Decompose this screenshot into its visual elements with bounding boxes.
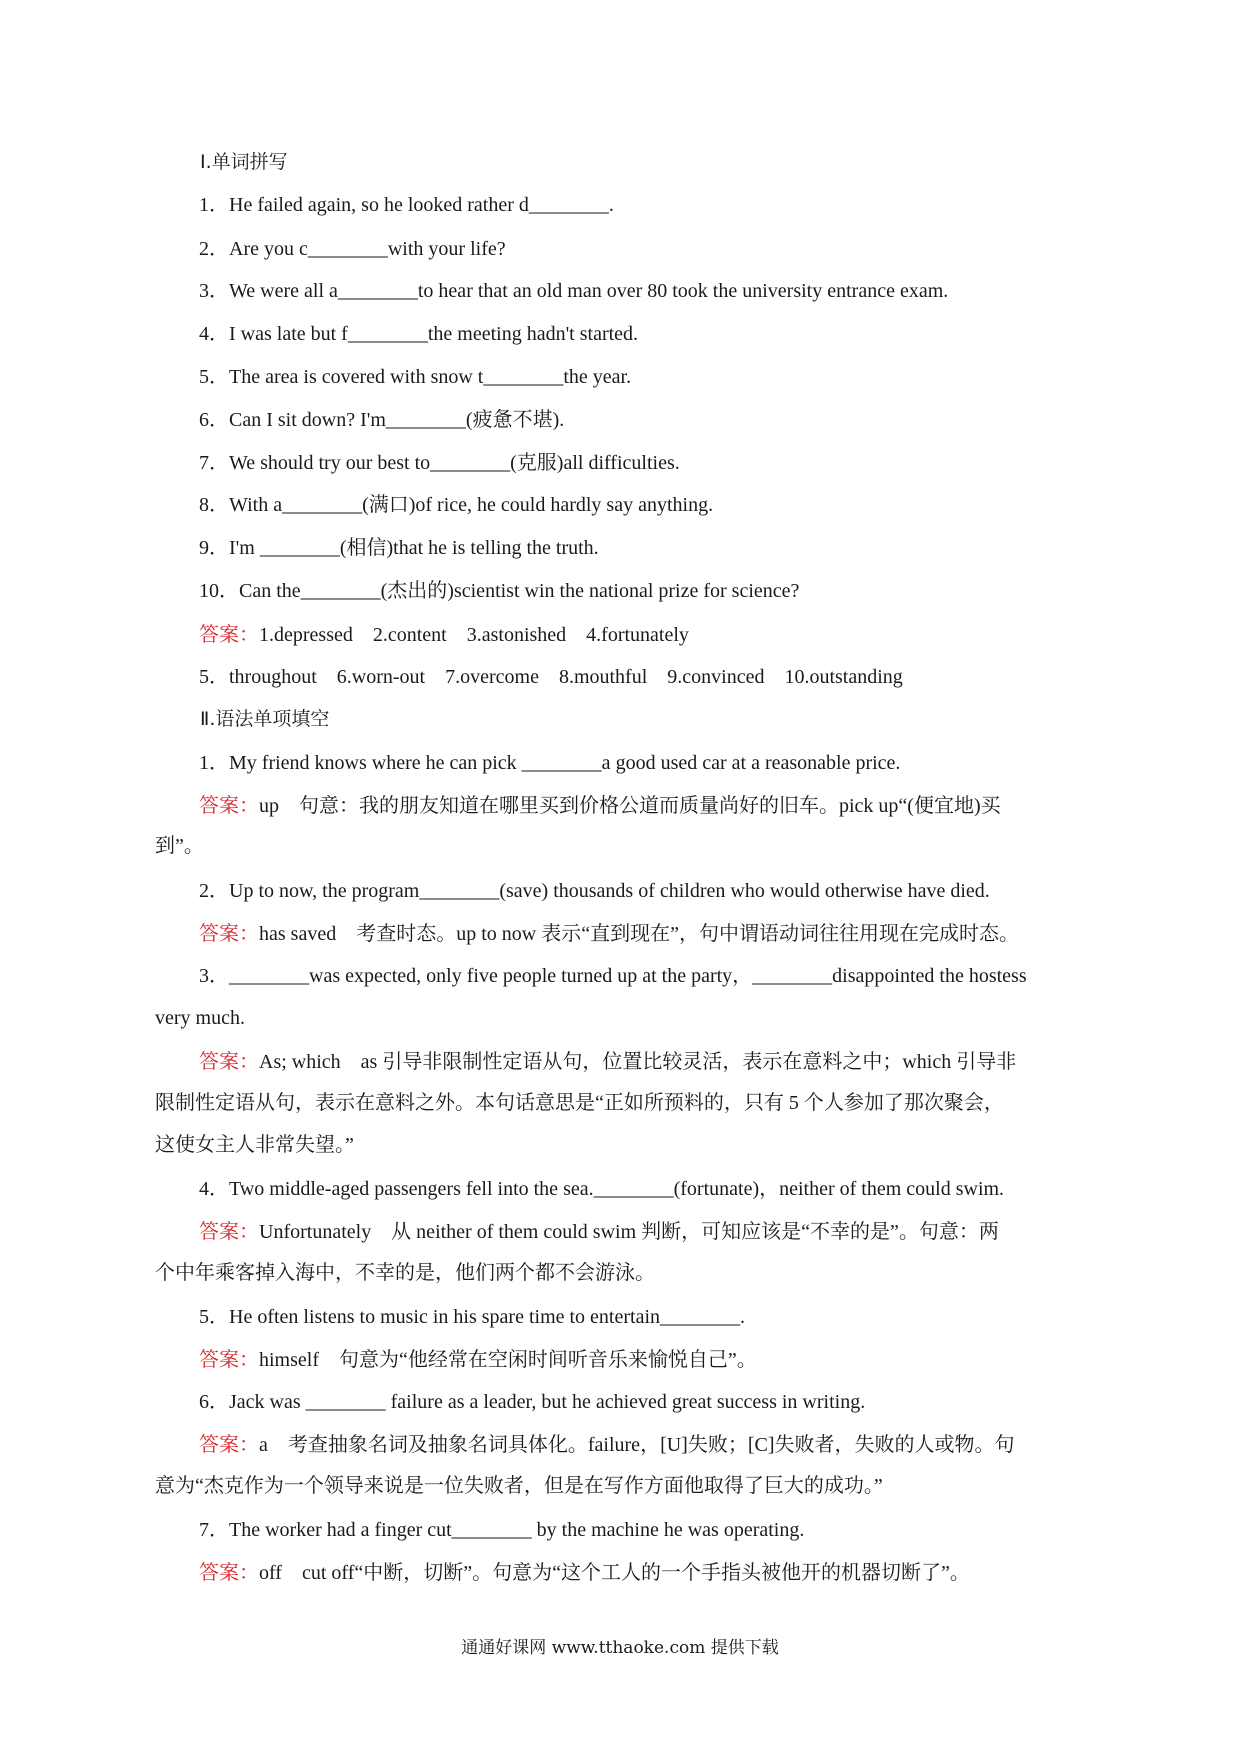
grammar-question-3: 3．________was expected, only five people turned up at the party，________disappointed the hostess bbox=[199, 965, 1027, 987]
question-8: 8．With a________(满口)of rice, he could hardly say anything. bbox=[199, 494, 714, 516]
grammar-answer-4-cont: 个中年乘客掉入海中，不幸的是，他们两个都不会游泳。 bbox=[155, 1262, 655, 1284]
answers-text: 1.depressed 2.content 3.astonished 4.fortunately bbox=[259, 624, 689, 646]
grammar-question-5: 5．He often listens to music in his spare time to entertain________. bbox=[199, 1306, 746, 1328]
answers-line-2: 5．throughout 6.worn-out 7.overcome 8.mouthful 9.convinced 10.outstanding bbox=[199, 666, 903, 688]
question-3: 3．We were all a________to hear that an old man over 80 took the university entrance exam. bbox=[199, 280, 949, 302]
grammar-question-6: 6．Jack was ________ failure as a leader, but he achieved great success in writing. bbox=[199, 1391, 866, 1413]
grammar-question-7: 7．The worker had a finger cut________ by the machine he was operating. bbox=[199, 1519, 805, 1541]
grammar-answer-7 bbox=[199, 1558, 970, 1587]
answers-line-1 bbox=[199, 620, 689, 649]
answer-label: 答案： bbox=[199, 1560, 259, 1584]
grammar-answer-2 bbox=[199, 919, 1019, 948]
grammar-answer-1-cont: 到”。 bbox=[155, 835, 204, 857]
section-2-heading: Ⅱ.语法单项填空 bbox=[200, 708, 330, 730]
question-2: 2．Are you c________with your life? bbox=[199, 238, 506, 260]
answer-label: 答案： bbox=[199, 1347, 259, 1371]
answer-text: a 考查抽象名词及抽象名词具体化。failure，[U]失败；[C]失败者，失败的人或物。句 bbox=[259, 1434, 1015, 1456]
question-1: 1．He failed again, so he looked rather d________. bbox=[199, 194, 614, 216]
section-1-heading: Ⅰ.单词拼写 bbox=[200, 151, 288, 173]
answer-label: 答案： bbox=[199, 921, 259, 945]
grammar-answer-4 bbox=[199, 1217, 999, 1246]
page-footer: 通通好课网 www.tthaoke.com 提供下载 bbox=[461, 1638, 779, 1658]
answer-text: off cut off“中断，切断”。句意为“这个工人的一个手指头被他开的机器切断了”。 bbox=[259, 1562, 970, 1584]
answer-label: 答案： bbox=[199, 1432, 259, 1456]
answer-text: Unfortunately 从 neither of them could swim 判断，可知应该是“不幸的是”。句意：两 bbox=[259, 1221, 999, 1243]
answer-label: 答案： bbox=[199, 1049, 259, 1073]
answer-label: 答案： bbox=[199, 793, 259, 817]
question-9: 9．I'm ________(相信)that he is telling the truth. bbox=[199, 537, 599, 559]
grammar-question-4: 4．Two middle-aged passengers fell into the sea.________(fortunate)，neither of them could swim. bbox=[199, 1178, 1005, 1200]
question-7: 7．We should try our best to________(克服)all difficulties. bbox=[199, 452, 680, 474]
grammar-answer-5 bbox=[199, 1345, 757, 1374]
grammar-answer-3-cont-1: 限制性定语从句，表示在意料之外。本句话意思是“正如所预料的，只有 5 个人参加了那次聚会， bbox=[155, 1092, 1004, 1114]
question-10: 10．Can the________(杰出的)scientist win the national prize for science? bbox=[199, 580, 800, 602]
answer-label: 答案： bbox=[199, 1219, 259, 1243]
answer-text: As; which as 引导非限制性定语从句，位置比较灵活，表示在意料之中；which 引导非 bbox=[259, 1051, 1017, 1073]
grammar-answer-1 bbox=[199, 791, 1001, 820]
grammar-answer-6-cont: 意为“杰克作为一个领导来说是一位失败者，但是在写作方面他取得了巨大的成功。” bbox=[155, 1475, 883, 1497]
question-6: 6．Can I sit down? I'm________(疲惫不堪). bbox=[199, 409, 565, 431]
grammar-question-1: 1．My friend knows where he can pick ________a good used car at a reasonable price. bbox=[199, 752, 901, 774]
grammar-question-3-cont: very much. bbox=[155, 1007, 245, 1029]
question-4: 4．I was late but f________the meeting hadn't started. bbox=[199, 323, 639, 345]
grammar-answer-3-cont-2: 这使女主人非常失望。” bbox=[155, 1134, 354, 1156]
question-5: 5．The area is covered with snow t________the year. bbox=[199, 366, 632, 388]
grammar-answer-6 bbox=[199, 1430, 1015, 1459]
answer-text: has saved 考查时态。up to now 表示“直到现在”，句中谓语动词往往用现在完成时态。 bbox=[259, 923, 1019, 945]
grammar-question-2: 2．Up to now, the program________(save) thousands of children who would otherwise have died. bbox=[199, 880, 990, 902]
grammar-answer-3 bbox=[199, 1047, 1016, 1076]
answer-text: himself 句意为“他经常在空闲时间听音乐来愉悦自己”。 bbox=[259, 1349, 757, 1371]
answer-text: up 句意：我的朋友知道在哪里买到价格公道而质量尚好的旧车。pick up“(便宜地)买 bbox=[259, 795, 1001, 817]
answer-label: 答案： bbox=[199, 622, 259, 646]
